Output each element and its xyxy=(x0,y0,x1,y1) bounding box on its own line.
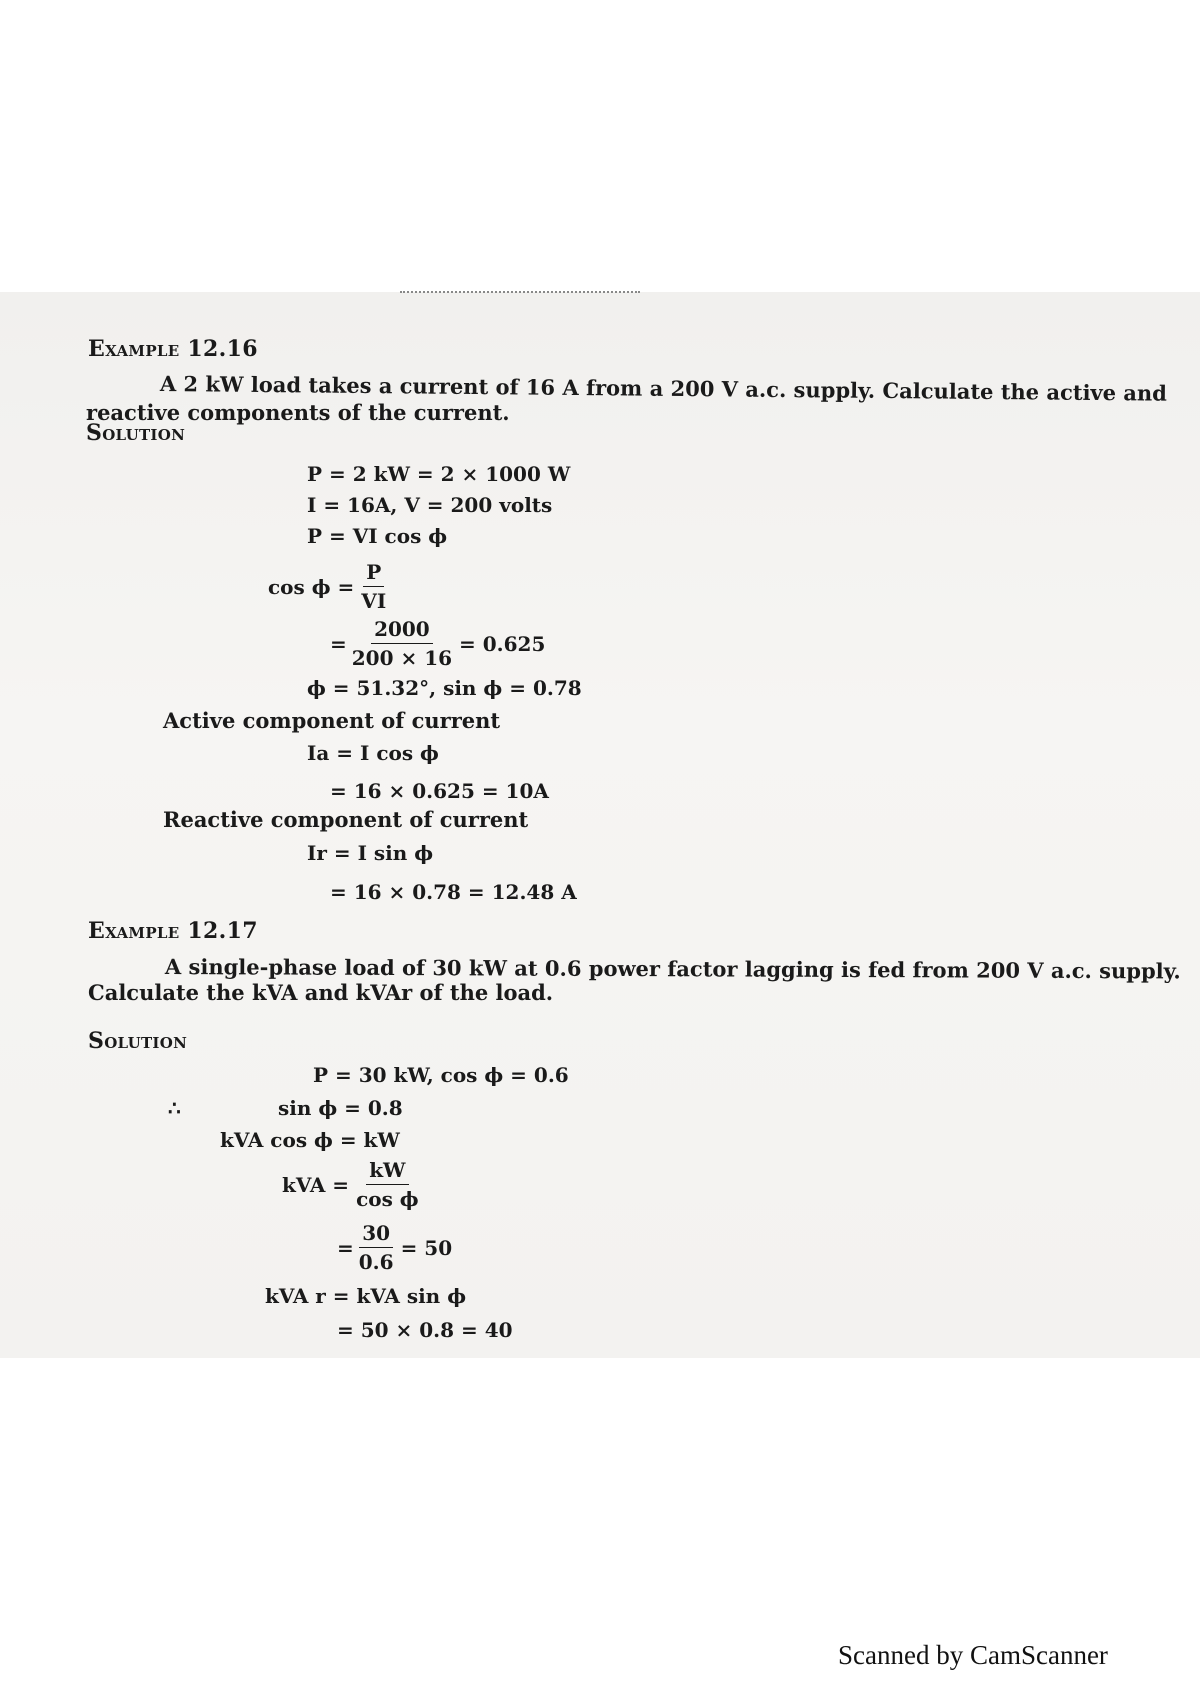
scan-edge-dots xyxy=(400,291,640,293)
example-12-16-problem-line1: A 2 kW load takes a current of 16 A from a 200 V a.c. supply. Calculate the active and xyxy=(159,371,1168,406)
example-12-16-problem-line2: reactive components of the current. xyxy=(86,400,510,425)
ex2-kva-denominator: cos ϕ xyxy=(356,1187,419,1211)
ex1-active-component-label: Active component of current xyxy=(163,708,501,733)
ex2-equation-kva-relation: kVA cos ϕ = kW xyxy=(220,1128,400,1152)
ex1-equation-reactive-value: = 16 × 0.78 = 12.48 A xyxy=(330,880,577,904)
ex1-cos-phi-denominator: VI xyxy=(361,589,387,613)
ex2-equation-kvar-formula: kVA r = kVA sin ϕ xyxy=(265,1284,467,1308)
ex1-cos-phi-fraction xyxy=(358,560,389,613)
ex1-equation-reactive-formula: Ir = I sin ϕ xyxy=(307,841,434,865)
ex2-equation-kvar-value: = 50 × 0.8 = 40 xyxy=(337,1318,513,1342)
ex1-equation-cos-phi xyxy=(268,560,389,613)
ex2-equation-kva-value xyxy=(337,1221,452,1274)
example-12-17-problem-line2: Calculate the kVA and kVAr of the load. xyxy=(88,980,554,1005)
ex2-value-denominator: 0.6 xyxy=(358,1250,394,1274)
ex1-equation-current-voltage: I = 16A, V = 200 volts xyxy=(307,493,553,517)
ex2-kva-fraction xyxy=(353,1158,422,1211)
camscanner-watermark: Scanned by CamScanner xyxy=(838,1640,1108,1670)
ex2-equation-kva-formula xyxy=(282,1158,422,1211)
ex1-equation-active-formula: Ia = I cos ϕ xyxy=(307,741,439,765)
ex2-equation-sin-phi: sin ϕ = 0.8 xyxy=(278,1096,403,1120)
ex1-equation-power: P = 2 kW = 2 × 1000 W xyxy=(307,462,571,486)
example-12-16-heading: Example 12.16 xyxy=(88,336,258,362)
ex2-therefore-symbol: ∴ xyxy=(168,1096,181,1120)
example-12-17-solution-heading: Solution xyxy=(88,1028,188,1054)
ex2-equation-power: P = 30 kW, cos ϕ = 0.6 xyxy=(313,1063,569,1087)
ex2-value-numerator: 30 xyxy=(359,1221,393,1248)
example-12-16-solution-heading: Solution xyxy=(86,420,186,446)
ex1-cos-phi-lhs: cos ϕ = xyxy=(268,574,355,599)
ex2-value-fraction xyxy=(356,1221,397,1274)
ex1-value-fraction xyxy=(349,617,455,670)
ex1-equation-active-value: = 16 × 0.625 = 10A xyxy=(330,779,549,803)
ex1-equals-sign: = xyxy=(330,631,347,656)
ex2-equals-sign: = xyxy=(337,1235,354,1260)
example-12-17-heading: Example 12.17 xyxy=(88,918,258,944)
ex1-value-denominator: 200 × 16 xyxy=(351,646,453,670)
ex1-value-numerator: 2000 xyxy=(371,617,433,644)
ex1-equation-cos-phi-value xyxy=(330,617,545,670)
ex1-equation-power-formula: P = VI cos ϕ xyxy=(307,524,448,548)
ex1-reactive-component-label: Reactive component of current xyxy=(163,807,529,832)
ex2-kva-lhs: kVA = xyxy=(282,1172,350,1197)
ex2-value-result: = 50 xyxy=(400,1235,453,1260)
ex1-value-result: = 0.625 xyxy=(459,631,546,656)
ex1-equation-phi: ϕ = 51.32°, sin ϕ = 0.78 xyxy=(307,676,582,700)
example-12-17-problem-line1: A single-phase load of 30 kW at 0.6 power factor lagging is fed from 200 V a.c. supply. xyxy=(164,954,1181,984)
ex2-kva-numerator: kW xyxy=(366,1158,408,1185)
ex1-cos-phi-numerator: P xyxy=(363,560,384,587)
